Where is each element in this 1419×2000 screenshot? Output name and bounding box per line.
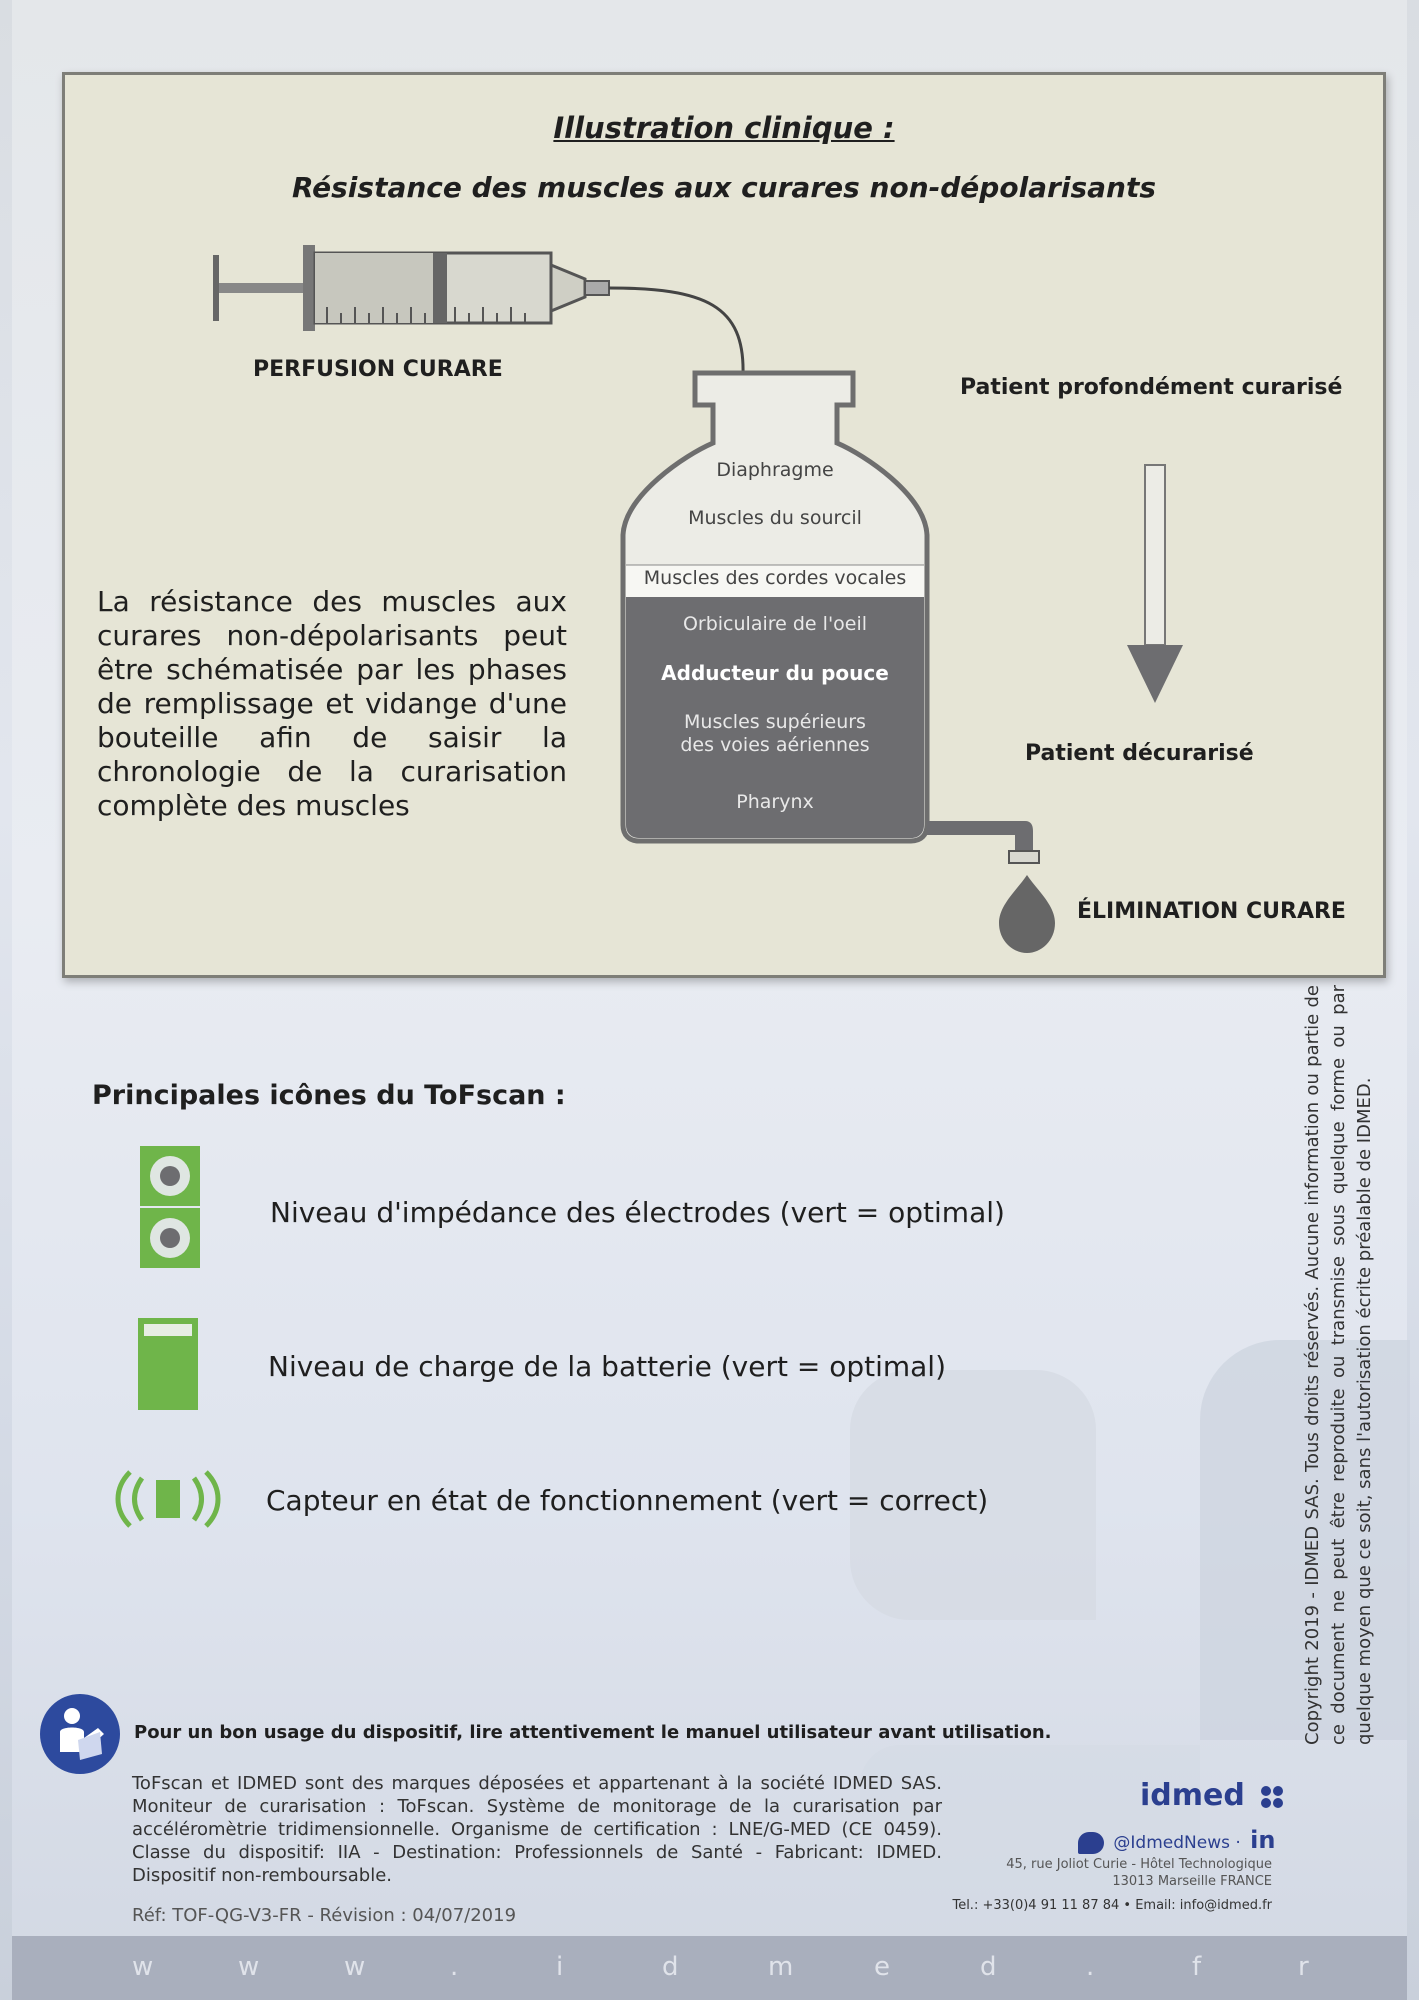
illustration-description: La résistance des muscles aux curares non-dépolarisants peut être schématisée par les phases de remplissage et vidange d'une bouteille afin de saisir la chronologie de la curarisation complète des muscles bbox=[97, 585, 567, 822]
copyright-notice: Copyright 2019 - IDMED SAS. Tous droits réservés. Aucune information ou partie de ce document ne peut être reproduite ou transmise sous quelque forme ou par quelque moyen que ce soit, sans l'autorisation écrite préalable de IDMED. bbox=[1302, 985, 1375, 1745]
website-letter: . bbox=[1086, 1952, 1095, 1982]
muscle-label: Diaphragme bbox=[716, 459, 834, 481]
battery-icon bbox=[136, 1316, 200, 1412]
website-letter: i bbox=[556, 1952, 564, 1982]
patient-deep-label: Patient profondément curarisé bbox=[960, 375, 1343, 400]
address-line: 45, rue Joliot Curie - Hôtel Technologique bbox=[1006, 1857, 1272, 1872]
muscle-label-highlight: Adducteur du pouce bbox=[661, 661, 889, 685]
usage-notice: Pour un bon usage du dispositif, lire attentivement le manuel utilisateur avant utilisation. bbox=[134, 1722, 1052, 1743]
illustration-subtitle: Résistance des muscles aux curares non-dépolarisants bbox=[291, 171, 1157, 204]
address-line: 13013 Marseille FRANCE bbox=[1112, 1874, 1272, 1889]
muscle-label: Muscles du sourcil bbox=[688, 507, 862, 529]
address bbox=[960, 1856, 1272, 1890]
website-letter: . bbox=[450, 1952, 459, 1982]
document-reference: Réf: TOF-QG-V3-FR - Révision : 04/07/2019 bbox=[132, 1905, 517, 1926]
drop-icon bbox=[999, 875, 1055, 953]
idmed-logo bbox=[1140, 1778, 1285, 1813]
website-letter: r bbox=[1298, 1952, 1309, 1982]
sensor-signal-icon bbox=[112, 1466, 224, 1532]
icon-description: Niveau d'impédance des électrodes (vert = optimal) bbox=[270, 1196, 1005, 1229]
logo-text: idmed bbox=[1140, 1778, 1245, 1813]
social-links bbox=[1078, 1826, 1275, 1854]
muscle-label: Pharynx bbox=[736, 791, 814, 813]
logo-mark-icon bbox=[1259, 1784, 1285, 1810]
website-letter: w bbox=[132, 1952, 154, 1982]
twitter-handle[interactable]: @IdmedNews · bbox=[1113, 1833, 1241, 1853]
website-letter: d bbox=[980, 1952, 997, 1982]
muscle-label: Orbiculaire de l'oeil bbox=[682, 613, 868, 635]
legal-text: ToFscan et IDMED sont des marques déposées et appartenant à la société IDMED SAS. Moniteur de curarisation : ToFscan. Système de monitorage de la curarisation par accéléromètrie tridimensionnelle. Organisme de certification : LNE/G-MED (CE 0459). Classe du dispositif: IIA - Destination: Professionnels de Santé - Fabricant: IDMED. Dispositif non-remboursable. bbox=[132, 1773, 942, 1886]
electrode-impedance-icon bbox=[138, 1144, 204, 1272]
clinical-illustration-panel bbox=[62, 72, 1386, 978]
illustration-title: Illustration clinique : bbox=[553, 111, 895, 145]
website-letter: w bbox=[344, 1952, 366, 1982]
icons-section-title: Principales icônes du ToFscan : bbox=[92, 1080, 566, 1111]
contact-info: Tel.: +33(0)4 91 11 87 84 • Email: info@idmed.fr bbox=[952, 1898, 1272, 1913]
twitter-icon[interactable] bbox=[1078, 1832, 1104, 1854]
website-letter: w bbox=[238, 1952, 260, 1982]
website-letter: d bbox=[662, 1952, 679, 1982]
patient-decurarized-label: Patient décurarisé bbox=[1025, 741, 1254, 766]
elimination-label: ÉLIMINATION CURARE bbox=[1077, 899, 1346, 924]
website-letter: e bbox=[874, 1952, 890, 1982]
perfusion-label: PERFUSION CURARE bbox=[253, 357, 503, 382]
read-manual-icon bbox=[38, 1692, 122, 1776]
muscle-label: Muscles des cordes vocales bbox=[643, 567, 907, 589]
syringe-icon bbox=[213, 245, 609, 331]
website-letter: f bbox=[1192, 1952, 1202, 1982]
icon-description: Capteur en état de fonctionnement (vert = correct) bbox=[266, 1484, 989, 1517]
website-letter: m bbox=[768, 1952, 794, 1982]
linkedin-icon[interactable]: in bbox=[1250, 1826, 1276, 1854]
muscle-label: Muscles supérieurs des voies aériennes bbox=[680, 711, 870, 756]
arrow-down-icon bbox=[1127, 465, 1183, 703]
icon-description: Niveau de charge de la batterie (vert = optimal) bbox=[268, 1350, 946, 1383]
